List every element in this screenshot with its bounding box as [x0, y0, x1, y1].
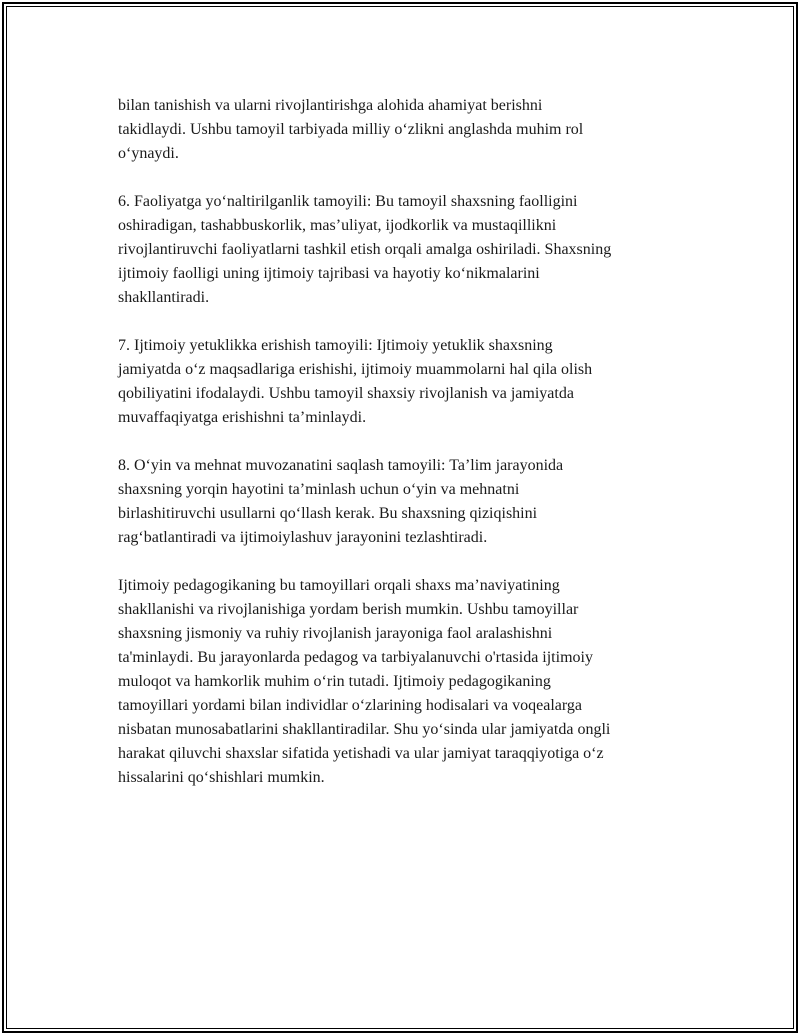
text-line: shakllantiradi. [118, 289, 210, 306]
text-line: shakllanishi va rivojlanishiga yordam berish mumkin. Ushbu tamoyillar [118, 601, 579, 618]
text-line: shaxsning jismoniy va ruhiy rivojlanish jarayoniga faol aralashishni [118, 625, 553, 642]
text-line: hissalarini qo‘shishlari mumkin. [118, 769, 325, 786]
text-line: shaxsning yorqin hayotini ta’minlash uchun o‘yin va mehnatni [118, 481, 520, 498]
paragraph [118, 454, 718, 550]
text-line: oshiradigan, tashabbuskorlik, mas’uliyat, ijodkorlik va mustaqillikni [118, 217, 557, 234]
text-line: birlashitiruvchi usullarni qo‘llash kerak. Bu shaxsning qiziqishini [118, 505, 538, 522]
text-line: muvaffaqiyatga erishishni ta’minlaydi. [118, 409, 367, 426]
text-line: jamiyatda o‘z maqsadlariga erishishi, ijtimoiy muammolarni hal qila olish [118, 361, 593, 378]
paragraph [118, 94, 718, 166]
text-line: Ijtimoiy pedagogikaning bu tamoyillari orqali shaxs ma’naviyatining [118, 577, 560, 594]
text-line: rivojlantiruvchi faoliyatlarni tashkil etish orqali amalga oshiriladi. Shaxsning [118, 241, 612, 258]
text-line: 7. Ijtimoiy yetuklikka erishish tamoyili: Ijtimoiy yetuklik shaxsning [118, 337, 553, 354]
text-line: takidlaydi. Ushbu tamoyil tarbiyada milliy o‘zlikni anglashda muhim rol [118, 121, 584, 138]
text-line: qobiliyatini ifodalaydi. Ushbu tamoyil shaxsiy rivojlanish va jamiyatda [118, 385, 574, 402]
text-line: o‘ynaydi. [118, 145, 179, 162]
text-line: ijtimoiy faolligi uning ijtimoiy tajribasi va hayotiy ko‘nikmalarini [118, 265, 540, 282]
text-line: ta'minlaydi. Bu jarayonlarda pedagog va tarbiyalanuvchi o'rtasida ijtimoiy [118, 649, 593, 666]
paragraph [118, 574, 718, 790]
text-line: bilan tanishish va ularni rivojlantirishga alohida ahamiyat berishni [118, 97, 543, 114]
text-line: nisbatan munosabatlarini shakllantiradilar. Shu yo‘sinda ular jamiyatda ongli [118, 721, 611, 738]
text-line: 8. O‘yin va mehnat muvozanatini saqlash tamoyili: Ta’lim jarayonida [118, 457, 564, 474]
text-line: harakat qiluvchi shaxslar sifatida yetishadi va ular jamiyat taraqqiyotiga o‘z [118, 745, 604, 762]
text-line: muloqot va hamkorlik muhim o‘rin tutadi. Ijtimoiy pedagogikaning [118, 673, 551, 690]
text-line: rag‘batlantiradi va ijtimoiylashuv jarayonini tezlashtiradi. [118, 529, 488, 546]
paragraph [118, 334, 718, 430]
text-line: tamoyillari yordami bilan individlar o‘zlarining hodisalari va voqealarga [118, 697, 583, 714]
document-body [118, 94, 718, 814]
paragraph [118, 190, 718, 310]
text-line: 6. Faoliyatga yo‘naltirilganlik tamoyili: Bu tamoyil shaxsning faolligini [118, 193, 578, 210]
